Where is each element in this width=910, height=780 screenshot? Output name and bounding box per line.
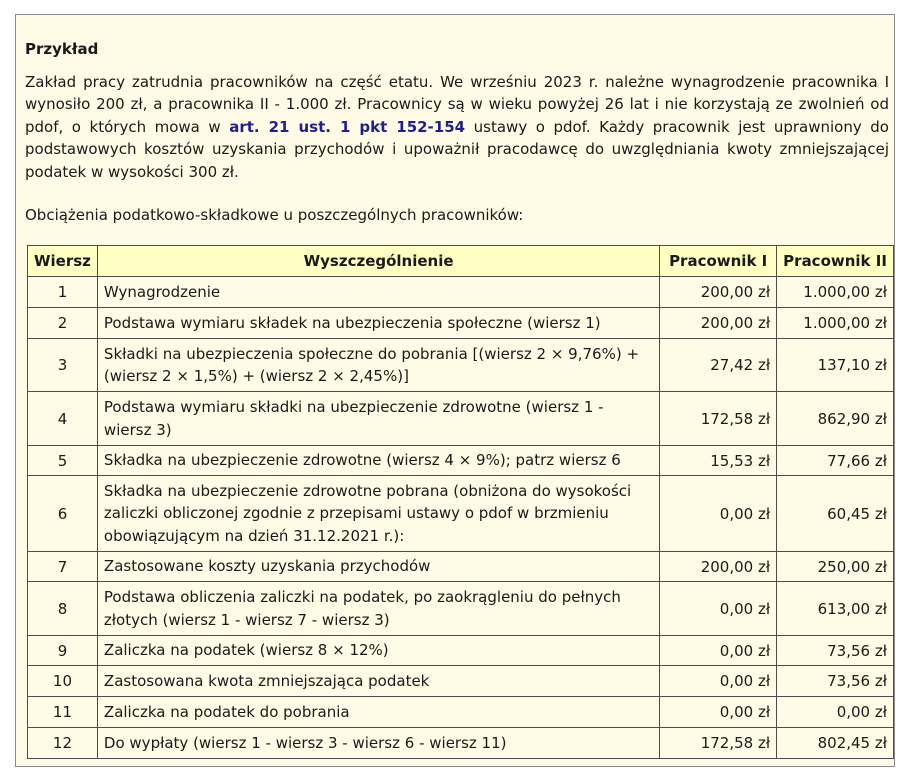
row-description: Zaliczka na podatek do pobrania [97,697,659,728]
employee-1-value: 200,00 zł [660,277,777,308]
paragraph-text-end: ustawy o pdof. Każdy pracownik jest uprawniony do podstawowych kosztów uzyskania przychodów i upoważnił pracodawcę do uwzględniania kwoty zmniejszającej podatek w wysokości 300 zł. [25,117,889,181]
employee-1-value: 172,58 zł [660,728,777,759]
header-description: Wyszczególnienie [97,246,659,277]
table-row [28,582,894,636]
table-row [28,277,894,308]
employee-2-value: 73,56 zł [777,636,894,666]
law-article-link[interactable]: art. 21 ust. 1 pkt 152-154 [229,117,466,136]
row-number: 7 [28,552,98,582]
row-number: 6 [28,476,98,552]
row-description: Zaliczka na podatek (wiersz 8 × 12%) [97,636,659,666]
row-description: Zastosowana kwota zmniejszająca podatek [97,666,659,697]
employee-1-value: 172,58 zł [660,392,777,446]
employee-2-value: 802,45 zł [777,728,894,759]
example-box [15,14,895,767]
employee-1-value: 0,00 zł [660,666,777,697]
employee-1-value: 15,53 zł [660,446,777,476]
employee-2-value: 137,10 zł [777,339,894,392]
table-row [28,697,894,728]
employee-1-value: 0,00 zł [660,582,777,636]
row-description: Do wypłaty (wiersz 1 - wiersz 3 - wiersz 6 - wiersz 11) [97,728,659,759]
employee-1-value: 0,00 zł [660,476,777,552]
table-row [28,339,894,392]
row-description: Podstawa wymiaru składek na ubezpieczenia społeczne (wiersz 1) [97,308,659,339]
table-row [28,636,894,666]
employee-1-value: 0,00 zł [660,636,777,666]
employee-2-value: 1.000,00 zł [777,277,894,308]
employee-2-value: 77,66 zł [777,446,894,476]
employee-2-value: 73,56 zł [777,666,894,697]
row-number: 12 [28,728,98,759]
row-number: 2 [28,308,98,339]
row-number: 1 [28,277,98,308]
row-number: 8 [28,582,98,636]
table-row [28,666,894,697]
table-row [28,476,894,552]
employee-1-value: 200,00 zł [660,552,777,582]
row-number: 3 [28,339,98,392]
employee-1-value: 0,00 zł [660,697,777,728]
employee-2-value: 862,90 zł [777,392,894,446]
employee-2-value: 250,00 zł [777,552,894,582]
example-heading: Przykład [25,40,99,58]
row-description: Wynagrodzenie [97,277,659,308]
row-description: Składka na ubezpieczenie zdrowotne (wiersz 4 × 9%); patrz wiersz 6 [97,446,659,476]
header-wiersz: Wiersz [28,246,98,277]
row-number: 10 [28,666,98,697]
table-row [28,392,894,446]
tax-table [27,245,894,759]
header-employee-2: Pracownik II [777,246,894,277]
row-number: 5 [28,446,98,476]
row-description: Podstawa wymiaru składki na ubezpieczenie zdrowotne (wiersz 1 - wiersz 3) [97,392,659,446]
row-description: Podstawa obliczenia zaliczki na podatek, po zaokrągleniu do pełnych złotych (wiersz 1 - wiersz 7 - wiersz 3) [97,582,659,636]
employee-2-value: 0,00 zł [777,697,894,728]
row-description: Składki na ubezpieczenia społeczne do pobrania [(wiersz 2 × 9,76%) + (wiersz 2 × 1,5%) + (wiersz 2 × 2,45%)] [97,339,659,392]
employee-2-value: 1.000,00 zł [777,308,894,339]
table-row [28,552,894,582]
row-number: 11 [28,697,98,728]
table-header-row [28,246,894,277]
header-employee-1: Pracownik I [660,246,777,277]
paragraph-text-start: Zakład pracy zatrudnia pracowników na część etatu. We wrześniu 2023 r. należne wynagrodzenie pracownika I wynosiło 200 zł, a pracownika II - 1.000 zł. Pracownicy są w wieku powyżej 26 lat i nie korzystają ze zwolnień od pdof, o których mowa w [25,73,889,136]
example-paragraph [25,71,889,183]
table-row [28,446,894,476]
table-intro: Obciążenia podatkowo-składkowe u poszczególnych pracowników: [25,206,524,224]
employee-1-value: 200,00 zł [660,308,777,339]
row-description: Zastosowane koszty uzyskania przychodów [97,552,659,582]
employee-2-value: 613,00 zł [777,582,894,636]
table-row [28,728,894,759]
employee-2-value: 60,45 zł [777,476,894,552]
row-description: Składka na ubezpieczenie zdrowotne pobrana (obniżona do wysokości zaliczki obliczonej zgodnie z przepisami ustawy o pdof w brzmieniu obowiązującym na dzień 31.12.2021 r.): [97,476,659,552]
row-number: 9 [28,636,98,666]
table-row [28,308,894,339]
row-number: 4 [28,392,98,446]
employee-1-value: 27,42 zł [660,339,777,392]
